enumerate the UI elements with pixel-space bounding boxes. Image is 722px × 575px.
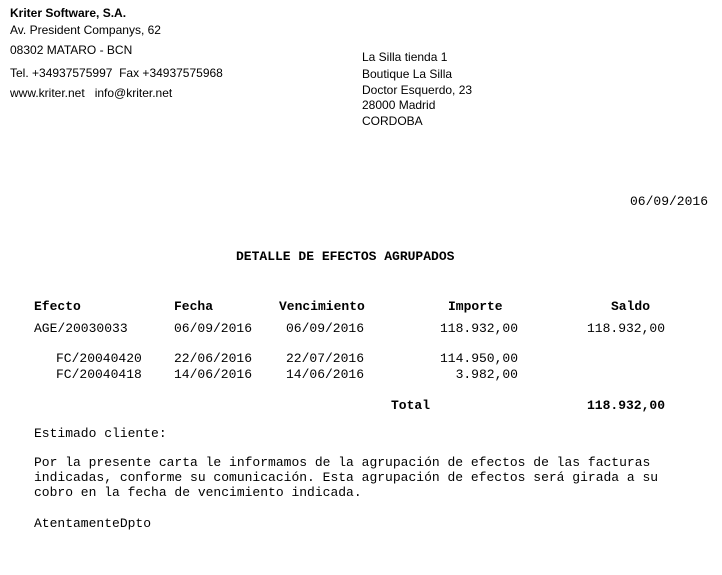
sub-fecha: 14/06/2016 [174,367,253,382]
body-line-3: cobro en la fecha de vencimiento indicada. [34,485,362,500]
document-title: DETALLE DE EFECTOS AGRUPADOS [236,249,455,264]
recipient-line-2: Boutique La Silla [362,67,453,81]
recipient-line-1: La Silla tienda 1 [362,50,448,64]
sub-efecto: FC/20040420 [56,351,142,366]
company-address: Av. President Companys, 62 [10,23,161,37]
body-line-2: indicadas, conforme su comunicación. Esta agrupación de efectos será girada a su [34,470,659,485]
document-date: 06/09/2016 [629,194,708,209]
sub-importe: 114.950,00 [439,351,518,366]
main-importe: 118.932,00 [439,321,518,336]
sub-efecto: FC/20040418 [56,367,142,382]
sub-vencimiento: 14/06/2016 [286,367,365,382]
total-value: 118.932,00 [586,398,665,413]
recipient-line-5: CORDOBA [362,114,423,128]
header-importe: Importe [448,299,503,314]
closing: AtentamenteDpto [34,516,152,531]
recipient-line-4: 28000 Madrid [362,98,436,112]
company-name: Kriter Software, S.A. [10,6,127,20]
sub-fecha: 22/06/2016 [174,351,253,366]
main-vencimiento: 06/09/2016 [286,321,365,336]
sub-vencimiento: 22/07/2016 [286,351,365,366]
main-fecha: 06/09/2016 [174,321,253,336]
header-vencimiento: Vencimiento [279,299,365,314]
greeting: Estimado cliente: [34,426,167,441]
body-line-1: Por la presente carta le informamos de la agrupación de efectos de las facturas [34,455,651,470]
main-efecto: AGE/20030033 [34,321,128,336]
company-web-email: www.kriter.net info@kriter.net [10,86,173,100]
header-fecha: Fecha [174,299,214,314]
company-city: 08302 MATARO - BCN [10,43,133,57]
company-phone-fax: Tel. +34937575997 Fax +34937575968 [10,66,223,80]
main-saldo: 118.932,00 [586,321,665,336]
header-saldo: Saldo [611,299,651,314]
header-efecto: Efecto [34,299,81,314]
sub-importe: 3.982,00 [455,367,518,382]
recipient-line-3: Doctor Esquerdo, 23 [362,83,473,97]
total-label: Total [391,398,431,413]
